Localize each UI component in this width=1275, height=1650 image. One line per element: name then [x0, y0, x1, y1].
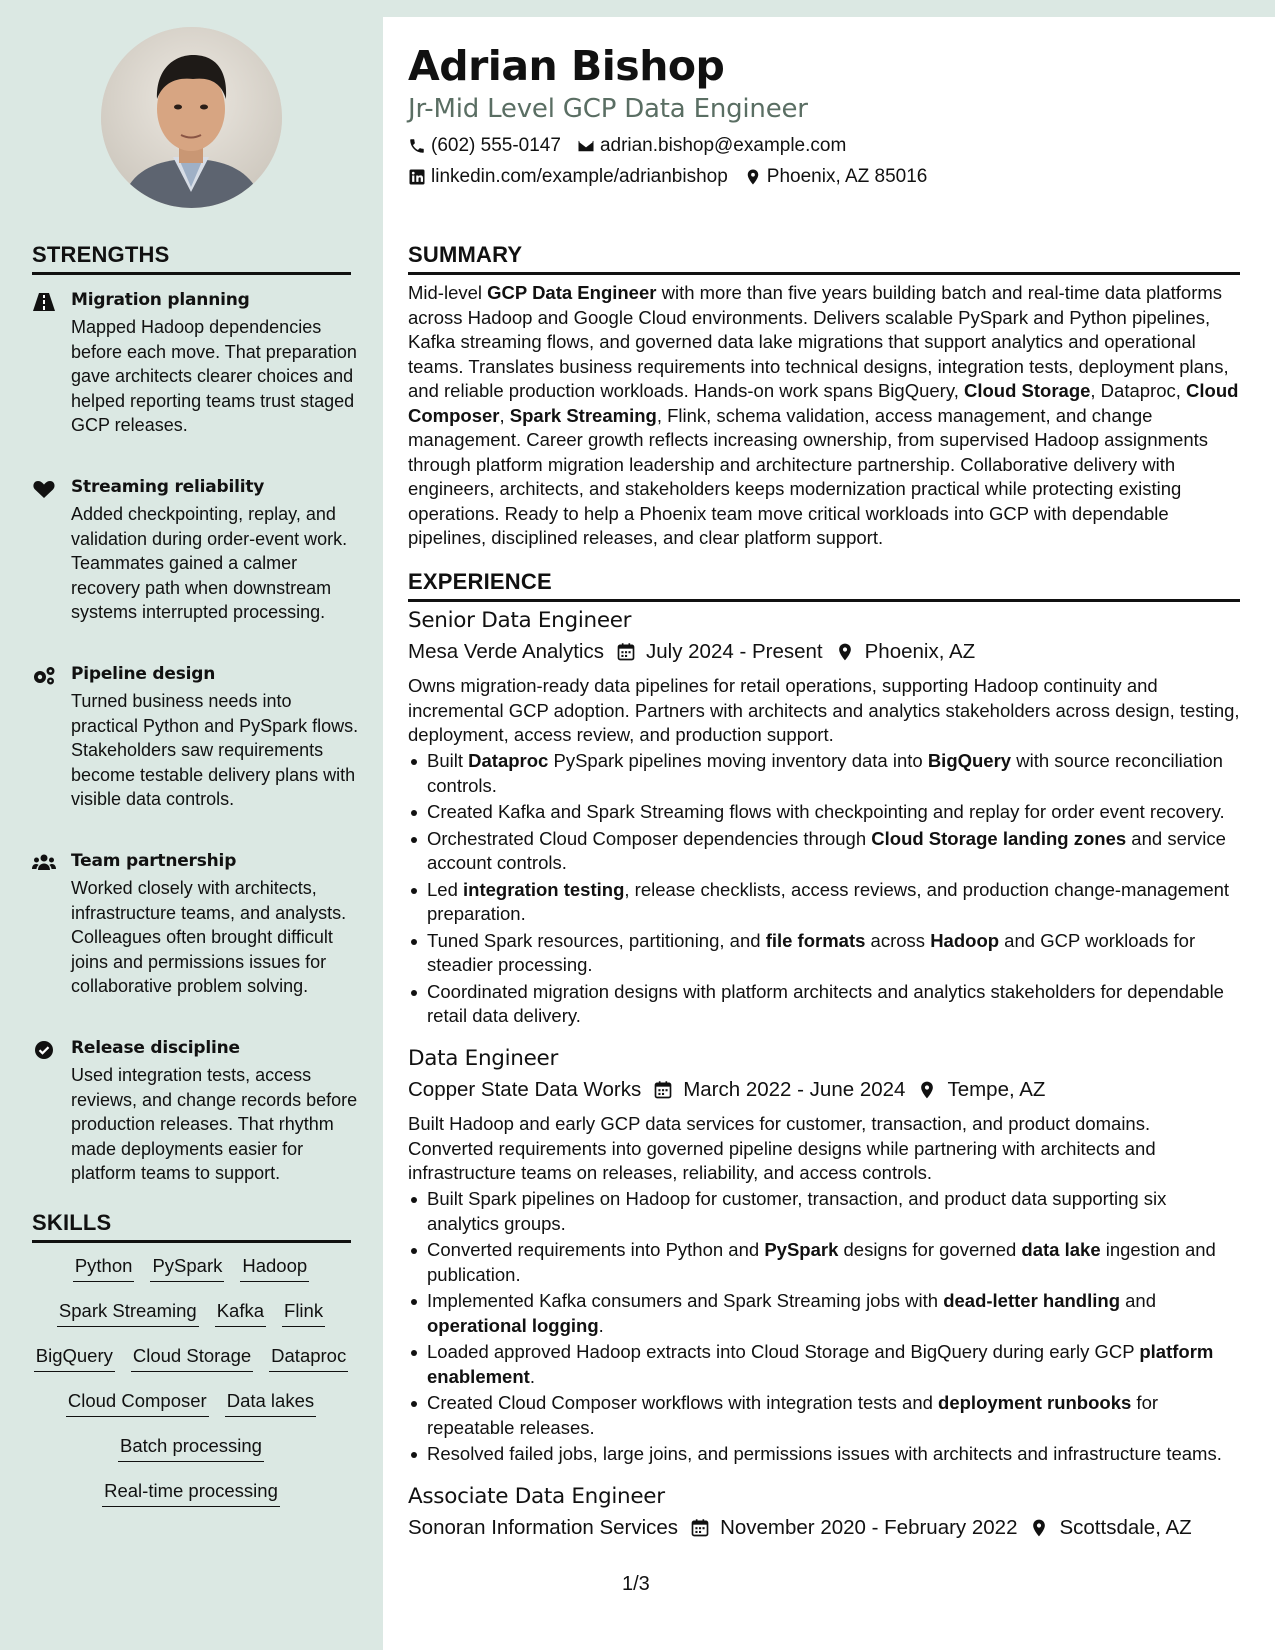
strength-body: Added checkpointing, replay, and validation during order-event work. Teammates gained a calmer recovery path when downstream systems interrupted processing. [71, 504, 348, 622]
text-run: ingestion and publication. [427, 1239, 1216, 1285]
job-location [917, 1078, 1045, 1102]
bullet-item [408, 800, 1240, 825]
candidate-name: Adrian Bishop [408, 42, 725, 90]
job-title: Associate Data Engineer [408, 1484, 665, 1509]
bullet-item [408, 1238, 1240, 1287]
job-title: Data Engineer [408, 1046, 559, 1071]
dates-text: July 2024 - Present [646, 640, 823, 663]
bold-text: deployment runbooks [938, 1392, 1132, 1413]
road-icon [32, 292, 56, 312]
calendar-icon [616, 642, 636, 662]
skill-tag: BigQuery [34, 1345, 115, 1372]
text-run: PySpark pipelines moving inventory data into [548, 750, 928, 771]
bullet-item [408, 1442, 1240, 1467]
text-run: across [865, 929, 931, 951]
location-text: Scottsdale, AZ [1059, 1516, 1192, 1539]
linkedin-icon [408, 168, 426, 186]
text-run: Mid-level [408, 282, 488, 303]
job-dates [653, 1078, 905, 1102]
text-run: , [499, 404, 510, 426]
calendar-icon [690, 1518, 710, 1538]
skill-tag: Cloud Composer [66, 1390, 209, 1417]
location-text: Tempe, AZ [947, 1078, 1046, 1101]
text-run: Loaded approved Hadoop extracts into Cloud Storage and BigQuery during early GCP [427, 1341, 1140, 1362]
skill-row [32, 1435, 350, 1480]
strength-body: Used integration tests, access reviews, and change records before production releases. That rhythm made deployments easier for platform teams to support. [71, 1065, 358, 1183]
text-run: and GCP workloads for steadier processing. [427, 929, 1196, 975]
strength-title: Team partnership [71, 851, 237, 871]
job-meta [408, 1516, 1192, 1540]
job-title: Senior Data Engineer [408, 608, 632, 633]
strength-title: Streaming reliability [71, 477, 265, 497]
dates-text: March 2022 - June 2024 [683, 1078, 906, 1101]
strength-body: Worked closely with architects, infrastructure teams, and analysts. Colleagues often brought difficult joins and permissions issues for collaborative problem solving. [71, 878, 347, 996]
dates-text: November 2020 - February 2022 [720, 1516, 1018, 1539]
skill-row [32, 1300, 350, 1345]
strength-body: Mapped Hadoop dependencies before each move. That preparation gave architects clearer choices and helped reporting teams trust staged GCP releases. [71, 317, 357, 435]
bold-text: file formats [765, 929, 866, 951]
text-run: Converted requirements into Python and [427, 1239, 765, 1260]
skill-tag: Hadoop [240, 1255, 309, 1282]
gears-icon [32, 666, 56, 686]
job-description: Built Hadoop and early GCP data services for customer, transaction, and product domains. Converted requirements into governed pipeline designs while partnering with architects and infrastructure teams on releases, reliability, and access controls. [408, 1113, 1156, 1183]
text-run: Coordinated migration designs with platform architects and analytics stakeholders for dependable retail data delivery. [427, 980, 1224, 1026]
bold-text: Hadoop [930, 929, 1000, 951]
map-pin-icon [744, 168, 762, 186]
job-location [1029, 1516, 1191, 1540]
text-run: , Dataproc, [1090, 380, 1187, 401]
experience-heading: EXPERIENCE [408, 569, 1240, 602]
bold-text: GCP Data Engineer [487, 282, 657, 303]
location-text: Phoenix, AZ 85016 [766, 166, 928, 187]
bullet-item [408, 980, 1240, 1029]
text-run: , Flink, schema validation, access management, and change management. Career growth reflects increasing ownership, from supervised Hadoop assignments through platform migration leadership and architecture partnership. Collaborative delivery with engineers, architects, and stakeholders keeps modernization practical while protecting existing operations. Ready to help a Phoenix team move critical workloads into GCP with dependable pipelines, disciplined releases, and clear platform support. [408, 404, 1208, 548]
bold-text: data lake [1021, 1239, 1101, 1260]
bullet-item [408, 929, 1240, 978]
bold-text: integration testing [463, 878, 625, 900]
bullet-item [408, 827, 1240, 876]
skill-tag: Kafka [215, 1300, 266, 1327]
bold-text: Dataproc [468, 750, 549, 771]
top-strip [383, 0, 1275, 17]
skill-tag: PySpark [150, 1255, 224, 1282]
map-pin-icon [835, 642, 855, 662]
skill-tag: Python [73, 1255, 135, 1282]
page-number: 1/3 [622, 1573, 650, 1595]
skills-heading: SKILLS [32, 1210, 351, 1243]
skill-tag: Batch processing [118, 1435, 264, 1462]
bold-text: platform enablement [427, 1341, 1214, 1387]
strength-title: Pipeline design [71, 664, 216, 684]
envelope-icon [577, 137, 595, 155]
bullet-item [408, 1391, 1240, 1440]
bold-text: BigQuery [927, 750, 1012, 771]
skill-row [32, 1390, 350, 1435]
bullet-item [408, 1340, 1240, 1389]
text-run: with source reconciliation controls. [427, 750, 1223, 796]
bold-text: dead-letter handling [943, 1290, 1120, 1311]
text-run: , release checklists, access reviews, and production change-management preparation. [427, 878, 1230, 924]
job-meta [408, 640, 975, 664]
location-text: Phoenix, AZ [864, 640, 976, 663]
text-run: . [598, 1314, 604, 1336]
bold-text: operational logging [427, 1314, 599, 1336]
text-run: Implemented Kafka consumers and Spark Streaming jobs with [427, 1290, 944, 1311]
email-text[interactable]: adrian.bishop@example.com [599, 135, 847, 156]
job-location [835, 640, 976, 664]
map-pin-icon [917, 1080, 937, 1100]
skill-tag: Cloud Storage [131, 1345, 253, 1372]
text-run: . [529, 1365, 535, 1387]
text-run: and service account controls. [427, 827, 1226, 873]
contact-row-2 [408, 166, 927, 188]
calendar-icon [653, 1080, 673, 1100]
phone-icon [408, 137, 426, 155]
skills-list [32, 1255, 350, 1525]
skill-tag: Flink [282, 1300, 325, 1327]
text-run: and [1120, 1290, 1157, 1311]
portrait-image [101, 27, 282, 208]
skill-tag: Real-time processing [102, 1480, 280, 1507]
summary-heading: SUMMARY [408, 242, 1240, 275]
text-run: Led [427, 878, 464, 900]
company-name: Mesa Verde Analytics [408, 640, 604, 663]
strength-title: Migration planning [71, 290, 250, 310]
job-bullets [408, 749, 1240, 1031]
bold-text: Spark Streaming [509, 404, 657, 426]
text-run: for repeatable releases. [427, 1392, 1159, 1438]
skill-tag: Dataproc [269, 1345, 348, 1372]
strength-body: Turned business needs into practical Python and PySpark flows. Stakeholders saw requirements become testable delivery plans with visible data controls. [71, 691, 359, 809]
text-run: Built Spark pipelines on Hadoop for customer, transaction, and product data supporting six analytics groups. [427, 1188, 1167, 1234]
heart-icon [32, 479, 56, 499]
phone-item [408, 135, 561, 157]
text-run: Built [427, 750, 469, 771]
job-bullets [408, 1187, 1240, 1469]
company-name: Sonoran Information Services [408, 1516, 679, 1539]
bullet-item [408, 1187, 1240, 1236]
location-item [744, 166, 928, 188]
contact-row-1 [408, 135, 846, 157]
bullet-item [408, 749, 1240, 798]
text-run: Created Kafka and Spark Streaming flows with checkpointing and replay for order event recovery. [427, 801, 1225, 822]
company-name: Copper State Data Works [408, 1078, 642, 1101]
text-run: designs for governed [838, 1239, 1022, 1260]
text-run: with more than five years building batch and real-time data platforms across Hadoop and Google Cloud environments. Delivers scalable PySpark and Python pipelines, Kafka streaming flows, and governed data lake migrations that support analytics and operational teams. Translates business requirements into technical designs, integration tests, deployment plans, and reliable production workloads. Hands-on work spans BigQuery, [408, 282, 1229, 401]
linkedin-item[interactable] [408, 166, 728, 188]
bullet-item [408, 878, 1240, 927]
strengths-heading: STRENGTHS [32, 242, 351, 275]
skill-row [32, 1480, 350, 1525]
avatar [101, 27, 282, 208]
skill-tag: Data lakes [225, 1390, 316, 1417]
users-icon [32, 853, 56, 873]
summary-text [408, 281, 1240, 551]
skill-row [32, 1345, 350, 1390]
strength-title: Release discipline [71, 1038, 240, 1058]
job-description: Owns migration-ready data pipelines for retail operations, supporting Hadoop continuity and incremental GCP adoption. Partners with architects and analytics stakeholders across design, testing, deployment, access review, and production support. [408, 675, 1240, 745]
job-dates [616, 640, 823, 664]
skill-row [32, 1255, 350, 1300]
text-run: Tuned Spark resources, partitioning, and [427, 929, 766, 951]
bold-text: Cloud Composer [408, 380, 1239, 426]
candidate-title: Jr-Mid Level GCP Data Engineer [408, 94, 808, 124]
job-dates [690, 1516, 1017, 1540]
bold-text: Cloud Storage [963, 380, 1091, 401]
email-item[interactable] [577, 135, 846, 157]
check-circle-icon [32, 1040, 56, 1060]
phone-text: (602) 555-0147 [431, 135, 561, 156]
bold-text: PySpark [764, 1239, 839, 1260]
job-meta [408, 1078, 1045, 1102]
bold-text: Cloud Storage landing zones [871, 827, 1127, 849]
text-run: Orchestrated Cloud Composer dependencies through [427, 827, 872, 849]
bullet-item [408, 1289, 1240, 1338]
linkedin-text[interactable]: linkedin.com/example/adrianbishop [431, 166, 728, 187]
map-pin-icon [1029, 1518, 1049, 1538]
text-run: Created Cloud Composer workflows with integration tests and [427, 1392, 939, 1413]
text-run: Resolved failed jobs, large joins, and permissions issues with architects and infrastructure teams. [427, 1443, 1222, 1464]
skill-tag: Spark Streaming [57, 1300, 199, 1327]
